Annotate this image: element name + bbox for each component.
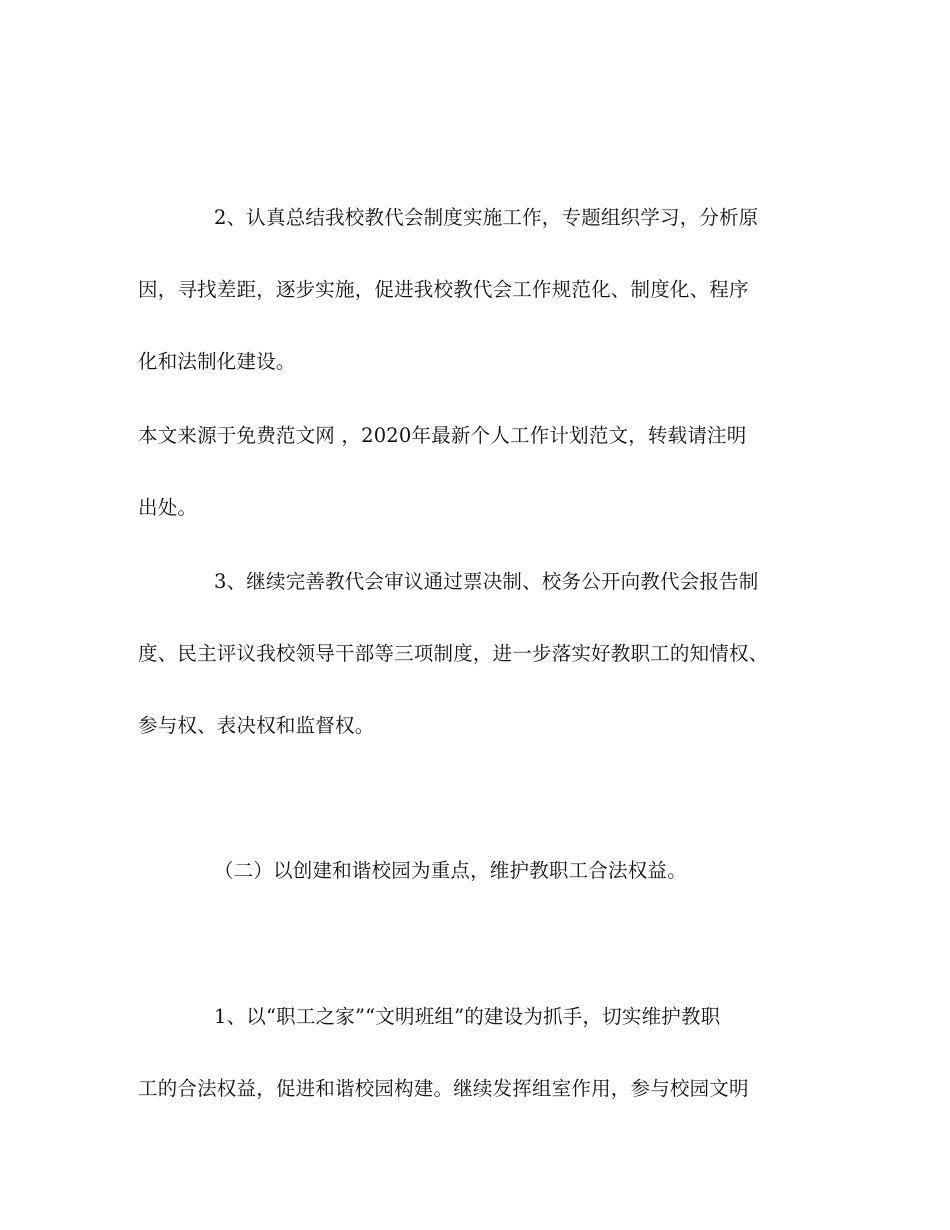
paragraph-1-line-2: 工的合法权益，促进和谐校园构建。继续发挥组室作用，参与校园文明	[138, 1077, 749, 1100]
source-note-line-1: 本文来源于免费范文网 ，2020年最新个人工作计划范文，转载请注明	[138, 424, 747, 447]
paragraph-2-line-1: 2、认真总结我校教代会制度实施工作，专题组织学习，分析原	[214, 206, 759, 229]
paragraph-3-line-3: 参与权、表决权和监督权。	[138, 714, 375, 737]
section-heading: （二）以创建和谐校园为重点，维护教职工合法权益。	[214, 859, 687, 882]
paragraph-2-line-2: 因，寻找差距，逐步实施，促进我校教代会工作规范化、制度化、程序	[138, 278, 749, 301]
paragraph-3-line-2: 度、民主评议我校领导干部等三项制度，进一步落实好教职工的知情权、	[138, 642, 769, 665]
paragraph-3-line-1: 3、继续完善教代会审议通过票决制、校务公开向教代会报告制	[214, 570, 759, 593]
source-note-line-2: 出处。	[138, 496, 198, 519]
paragraph-2-line-3: 化和法制化建设。	[138, 350, 296, 373]
paragraph-1-line-1: 1、以“职工之家”“文明班组”的建设为抓手，切实维护教职	[214, 1005, 721, 1028]
